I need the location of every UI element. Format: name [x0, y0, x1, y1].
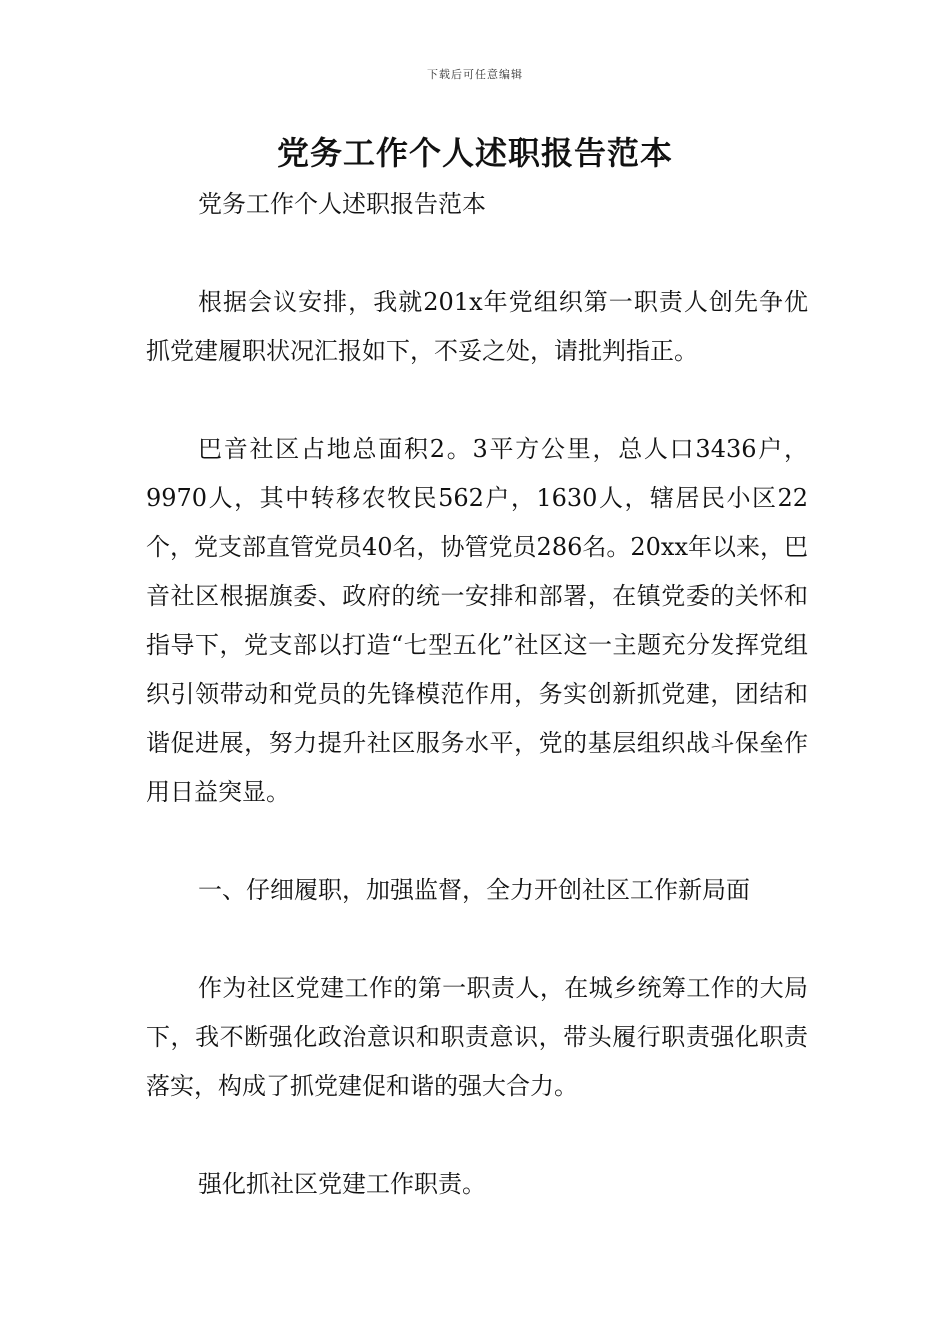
- paragraph-responsibility: 作为社区党建工作的第一职责人，在城乡统筹工作的大局下，我不断强化政治意识和职责意识，带头履行职责强化职责落实，构成了抓党建促和谐的强大合力。: [146, 974, 808, 1100]
- document-title: 党务工作个人述职报告范本: [276, 134, 673, 172]
- paragraph-strengthen: 强化抓社区党建工作职责。: [198, 1170, 486, 1198]
- document-body: [146, 180, 808, 1209]
- document-subtitle: 党务工作个人述职报告范本: [198, 190, 486, 218]
- paragraph-intro: 根据会议安排，我就201x年党组织第一职责人创先争优抓党建履职状况汇报如下，不妥之处，请批判指正。: [146, 288, 808, 365]
- paragraph-community-overview: 巴音社区占地总面积2。3平方公里，总人口3436户，9970人，其中转移农牧民562户，1630人，辖居民小区22个，党支部直管党员40名，协管党员286名。20xx年以来，巴音社区根据旗委、政府的统一安排和部署，在镇党委的关怀和指导下，党支部以打造“七型五化”社区这一主题充分发挥党组织引领带动和党员的先锋模范作用，务实创新抓党建，团结和谐促进展，努力提升社区服务水平，党的基层组织战斗保垒作用日益突显。: [146, 435, 808, 806]
- header-note: 下载后可任意编辑: [427, 68, 523, 81]
- section-heading-1: 一、仔细履职，加强监督，全力开创社区工作新局面: [198, 876, 750, 904]
